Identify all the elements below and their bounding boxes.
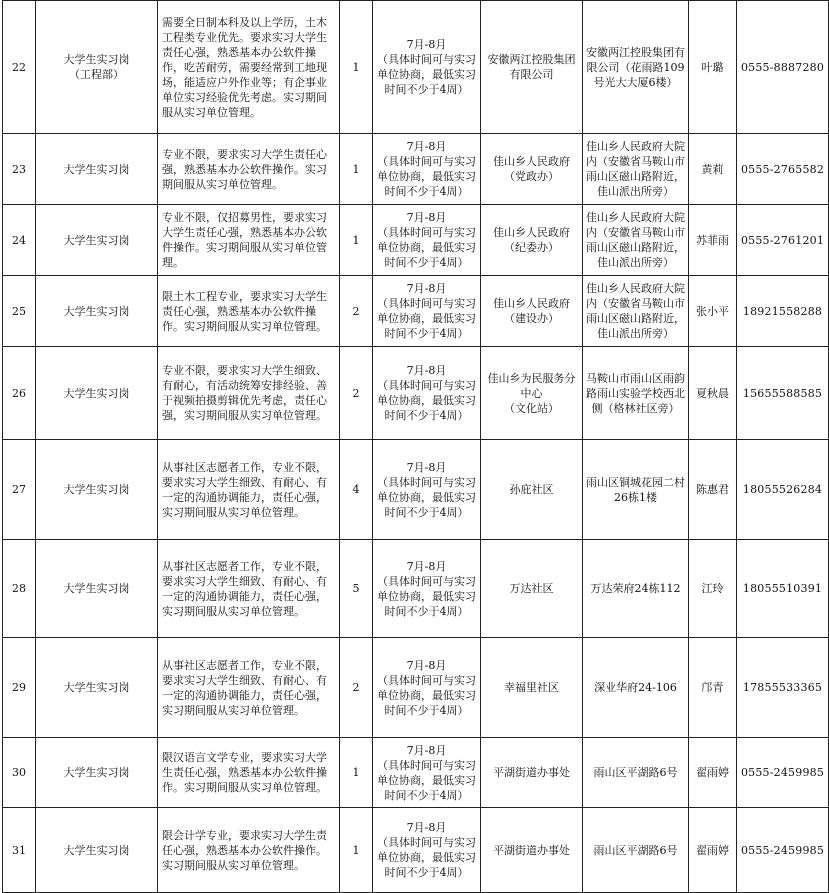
address-cell: 深业华府24-106 <box>583 638 689 738</box>
table-row <box>3 1 829 134</box>
row-number-cell: 23 <box>3 134 36 205</box>
row-number-cell: 25 <box>3 276 36 347</box>
requirements-cell: 专业不限，仅招募男性，要求实习大学生责任心强，熟悉基本办公软件操作。实习期间服从实习单位管理。 <box>158 205 340 276</box>
headcount-cell: 5 <box>340 540 373 638</box>
phone-cell: 0555-2459985 <box>737 738 829 808</box>
address-cell: 雨山区铜城花园二村26栋1楼 <box>583 440 689 540</box>
host-unit-cell: 佳山乡人民政府 （建设办） <box>481 276 583 347</box>
position-cell: 大学生实习岗 （工程部） <box>36 1 158 134</box>
internship-period-cell: 7月-8月 （具体时间可与实习单位协商，最低实习时间不少于4周） <box>373 347 481 440</box>
contact-person-cell: 叶璐 <box>689 1 737 134</box>
address-cell: 安徽两江控股集团有限公司（花雨路109号光大大厦6楼） <box>583 1 689 134</box>
row-number-cell: 26 <box>3 347 36 440</box>
requirements-cell: 限土木工程专业，要求实习大学生责任心强，熟悉基本办公软件操作。实习期间服从实习单位管理。 <box>158 276 340 347</box>
address-cell: 佳山乡人民政府大院内（安徽省马鞍山市雨山区磁山路附近，佳山派出所旁） <box>583 276 689 347</box>
table-row <box>3 638 829 738</box>
internship-table <box>2 0 829 893</box>
internship-period-cell: 7月-8月 （具体时间可与实习单位协商，最低实习时间不少于4周） <box>373 1 481 134</box>
internship-period-cell: 7月-8月 （具体时间可与实习单位协商，最低实习时间不少于4周） <box>373 276 481 347</box>
position-cell: 大学生实习岗 <box>36 205 158 276</box>
contact-person-cell: 翟雨婷 <box>689 738 737 808</box>
contact-person-cell: 张小平 <box>689 276 737 347</box>
position-cell: 大学生实习岗 <box>36 134 158 205</box>
address-cell: 佳山乡人民政府大院内（安徽省马鞍山市雨山区磁山路附近，佳山派出所旁） <box>583 205 689 276</box>
contact-person-cell: 陈惠君 <box>689 440 737 540</box>
host-unit-cell: 平湖街道办事处 <box>481 738 583 808</box>
table-row <box>3 205 829 276</box>
contact-person-cell: 黄莉 <box>689 134 737 205</box>
internship-period-cell: 7月-8月 （具体时间可与实习单位协商，最低实习时间不少于4周） <box>373 808 481 893</box>
requirements-cell: 限汉语言文学专业，要求实习大学生责任心强，熟悉基本办公软件操作。实习期间服从实习单位管理。 <box>158 738 340 808</box>
host-unit-cell: 佳山乡人民政府 （纪委办） <box>481 205 583 276</box>
position-cell: 大学生实习岗 <box>36 738 158 808</box>
phone-cell: 0555-2761201 <box>737 205 829 276</box>
table-row <box>3 347 829 440</box>
host-unit-cell: 幸福里社区 <box>481 638 583 738</box>
contact-person-cell: 邝青 <box>689 638 737 738</box>
phone-cell: 18055510391 <box>737 540 829 638</box>
headcount-cell: 1 <box>340 205 373 276</box>
host-unit-cell: 平湖街道办事处 <box>481 808 583 893</box>
phone-cell: 18921558288 <box>737 276 829 347</box>
table-row <box>3 276 829 347</box>
row-number-cell: 24 <box>3 205 36 276</box>
requirements-cell: 限会计学专业，要求实习大学生责任心强，熟悉基本办公软件操作。实习期间服从实习单位管理。 <box>158 808 340 893</box>
headcount-cell: 1 <box>340 1 373 134</box>
table-row <box>3 540 829 638</box>
host-unit-cell: 佳山乡人民政府 （党政办） <box>481 134 583 205</box>
position-cell: 大学生实习岗 <box>36 347 158 440</box>
requirements-cell: 从事社区志愿者工作，专业不限，要求实习大学生细致、有耐心、有一定的沟通协调能力，责任心强，实习期间服从实习单位管理。 <box>158 440 340 540</box>
contact-person-cell: 夏秋晨 <box>689 347 737 440</box>
table-body <box>3 1 829 893</box>
headcount-cell: 2 <box>340 347 373 440</box>
requirements-cell: 从事社区志愿者工作，专业不限，要求实习大学生细致、有耐心、有一定的沟通协调能力，责任心强，实习期间服从实习单位管理。 <box>158 540 340 638</box>
position-cell: 大学生实习岗 <box>36 540 158 638</box>
row-number-cell: 28 <box>3 540 36 638</box>
internship-period-cell: 7月-8月 （具体时间可与实习单位协商，最低实习时间不少于4周） <box>373 440 481 540</box>
table-row <box>3 808 829 893</box>
phone-cell: 18055526284 <box>737 440 829 540</box>
host-unit-cell: 佳山乡为民服务分中心 （文化站） <box>481 347 583 440</box>
host-unit-cell: 孙庇社区 <box>481 440 583 540</box>
contact-person-cell: 苏菲雨 <box>689 205 737 276</box>
internship-period-cell: 7月-8月 （具体时间可与实习单位协商，最低实习时间不少于4周） <box>373 540 481 638</box>
address-cell: 佳山乡人民政府大院内（安徽省马鞍山市雨山区磁山路附近，佳山派出所旁） <box>583 134 689 205</box>
row-number-cell: 22 <box>3 1 36 134</box>
position-cell: 大学生实习岗 <box>36 440 158 540</box>
phone-cell: 15655588585 <box>737 347 829 440</box>
headcount-cell: 1 <box>340 134 373 205</box>
address-cell: 雨山区平湖路6号 <box>583 808 689 893</box>
host-unit-cell: 安徽两江控股集团有限公司 <box>481 1 583 134</box>
requirements-cell: 从事社区志愿者工作，专业不限，要求实习大学生细致、有耐心、有一定的沟通协调能力，责任心强，实习期间服从实习单位管理。 <box>158 638 340 738</box>
position-cell: 大学生实习岗 <box>36 638 158 738</box>
internship-period-cell: 7月-8月 （具体时间可与实习单位协商，最低实习时间不少于4周） <box>373 134 481 205</box>
internship-period-cell: 7月-8月 （具体时间可与实习单位协商，最低实习时间不少于4周） <box>373 638 481 738</box>
row-number-cell: 31 <box>3 808 36 893</box>
table-row <box>3 134 829 205</box>
headcount-cell: 2 <box>340 638 373 738</box>
row-number-cell: 27 <box>3 440 36 540</box>
contact-person-cell: 翟雨婷 <box>689 808 737 893</box>
address-cell: 雨山区平湖路6号 <box>583 738 689 808</box>
requirements-cell: 专业不限，要求实习大学生细致、有耐心，有活动统筹安排经验、善于视频拍摄剪辑优先考虑，责任心强，实习期间服从实习单位管理。 <box>158 347 340 440</box>
host-unit-cell: 万达社区 <box>481 540 583 638</box>
phone-cell: 0555-2765582 <box>737 134 829 205</box>
row-number-cell: 30 <box>3 738 36 808</box>
contact-person-cell: 江玲 <box>689 540 737 638</box>
headcount-cell: 2 <box>340 276 373 347</box>
position-cell: 大学生实习岗 <box>36 276 158 347</box>
headcount-cell: 1 <box>340 808 373 893</box>
address-cell: 万达荣府24栋112 <box>583 540 689 638</box>
table-row <box>3 440 829 540</box>
requirements-cell: 专业不限，要求实习大学生责任心强，熟悉基本办公软件操作。实习期间服从实习单位管理。 <box>158 134 340 205</box>
phone-cell: 0555-8887280 <box>737 1 829 134</box>
headcount-cell: 1 <box>340 738 373 808</box>
table-row <box>3 738 829 808</box>
address-cell: 马鞍山市雨山区雨韵路雨山实验学校西北侧（格林社区旁） <box>583 347 689 440</box>
headcount-cell: 4 <box>340 440 373 540</box>
phone-cell: 0555-2459985 <box>737 808 829 893</box>
phone-cell: 17855533365 <box>737 638 829 738</box>
row-number-cell: 29 <box>3 638 36 738</box>
position-cell: 大学生实习岗 <box>36 808 158 893</box>
internship-period-cell: 7月-8月 （具体时间可与实习单位协商，最低实习时间不少于4周） <box>373 738 481 808</box>
requirements-cell: 需要全日制本科及以上学历，土木工程类专业优先。要求实习大学生责任心强，熟悉基本办公软件操作，吃苦耐劳，需要经常到工地现场，能适应户外作业等；有企事业单位实习经验优先考虑。实习期间服从实习单位管理。 <box>158 1 340 134</box>
internship-period-cell: 7月-8月 （具体时间可与实习单位协商，最低实习时间不少于4周） <box>373 205 481 276</box>
